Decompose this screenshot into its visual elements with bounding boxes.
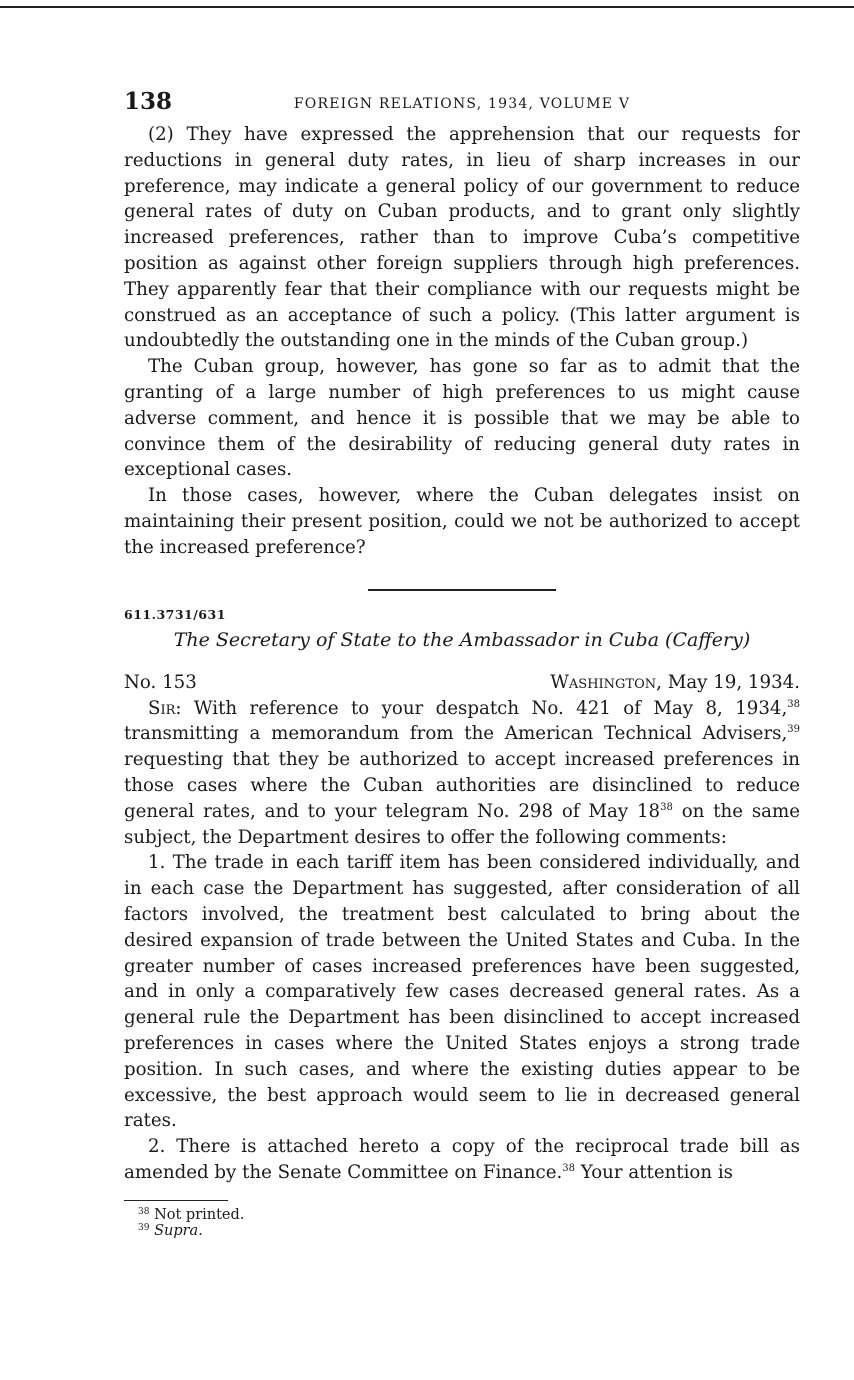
place: Washington: [550, 671, 657, 693]
top-border-rule: [0, 6, 854, 8]
paragraph-item-2: 2. There is attached hereto a copy of the reciprocal trade bill as amended by the Senate Committee on Finance.$^{38}$ Your attention is: [124, 1136, 800, 1183]
paragraph-increased-preference: In those cases, however, where the Cuban delegates insist on maintaining their present position, could we not be authorized to accept the increased preference?: [124, 485, 800, 558]
document-page: [124, 88, 800, 1239]
footnote-ref-38c: 38: [562, 1162, 576, 1174]
dateline: [124, 670, 800, 696]
footnote-ref-39: 39: [787, 724, 800, 736]
salutation: Sir: [148, 697, 176, 719]
despatch-number: No. 153: [124, 671, 197, 693]
paragraph-cuban-group: The Cuban group, however, has gone so far as to admit that the granting of a large number of high preferences to us might cause adverse comment, and hence it is possible that we may be able to convince them of the desirability of reducing general duty rates in exceptional cases.: [124, 356, 800, 481]
footnote-rule: [124, 1200, 228, 1201]
footnote-ref-38: 38: [787, 698, 800, 710]
date: , May 19, 1934.: [656, 671, 800, 693]
paragraph-apprehension: (2) They have expressed the apprehension that our requests for reductions in general duty rates, in lieu of sharp increases in our preference, may indicate a general policy of our government to reduce general rates of duty on Cuban products, and to grant only slightly increased preferences, rather than to improve Cuba’s competitive position as against other foreign suppliers through high preferences. They apparently fear that their compliance with our requests might be construed as an acceptance of such a policy. (This latter argument is undoubtedly the outstanding one in the minds of the Cuban group.): [124, 124, 800, 352]
place-date: [550, 670, 800, 696]
running-title: FOREIGN RELATIONS, 1934, VOLUME V: [293, 96, 631, 112]
page-number: 138: [124, 88, 173, 115]
section-separator: [368, 589, 556, 591]
footnote-38: $^{38}$ Not printed.: [138, 1206, 245, 1223]
paragraph-item-1: 1. The trade in each tariff item has been considered individually, and in each case the Department has suggested, after consideration of all factors involved, the treatment best calculated to bring about the desired expansion of trade between the United States and Cuba. In the greater number of cases increased preferences have been suggested, and in only a comparatively few cases decreased general rates. As a general rule the Department has been disinclined to accept increased preferences in cases where the United States enjoys a strong trade position. In such cases, and where the existing duties appear to be excessive, the best approach would seem to lie in decreased general rates.: [124, 852, 800, 1132]
footnote-39: $^{39}$ Supra.: [138, 1222, 203, 1239]
paragraph-salutation: Sir: With reference to your despatch No. 421 of May 8, 1934,38 transmitting a memorandum from the American Technical Advisers,$^{39}$ requesting that they be authorized to accept increased preferences in those cases where the Cuban authorities are disinclined to reduce general rates, and to your telegram No. 298 of May $18^{38}$ on the same subject, the Department desires to offer the following comments:: [124, 697, 801, 848]
file-number: 611.3731/631: [124, 606, 226, 622]
document-title: The Secretary of State to the Ambassador in Cuba (Caffery): [173, 628, 751, 651]
running-header: [124, 88, 800, 122]
footnote-ref-38b: 38: [660, 801, 673, 813]
